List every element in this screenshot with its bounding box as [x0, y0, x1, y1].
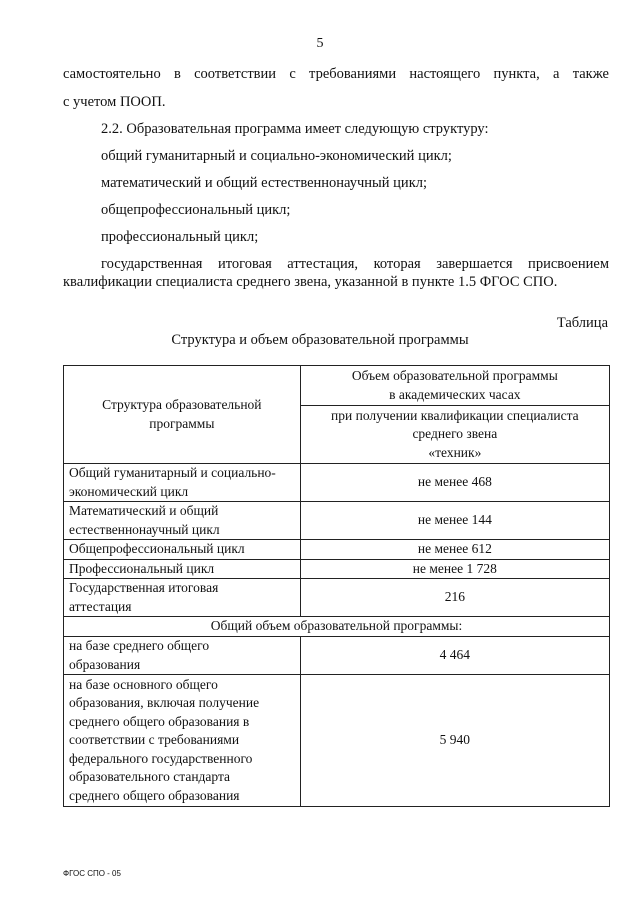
document-footer: ФГОС СПО - 05 [63, 869, 121, 878]
structure-intro: 2.2. Образовательная программа имеет следующую структуру: [101, 121, 489, 137]
total-header-row [64, 617, 610, 637]
hours-cell: 4 464 [300, 637, 609, 675]
structure-item: общий гуманитарный и социально-экономический цикл; [101, 148, 452, 164]
paragraph-line: квалификации специалиста среднего звена, указанной в пункте 1.5 ФГОС СПО. [63, 274, 558, 290]
table-row: Государственная итоговая аттестация 216 [64, 579, 610, 617]
table-row: на базе основного общего образования, включая получение среднего общего образования в соответствии с требованиями федерального государственного образовательного стандарта среднего общего образования 5 940 [64, 675, 610, 807]
paragraph-line: с учетом ПООП. [63, 94, 166, 110]
hours-cell: 216 [300, 579, 609, 617]
header-qualification-cell: при получении квалификации специалиста среднего звена «техник» [300, 406, 609, 464]
table-row: Общепрофессиональный цикл не менее 612 [64, 540, 610, 560]
table-label: Таблица [556, 315, 608, 331]
header-volume-cell: Объем образовательной программы в академических часах [300, 366, 609, 406]
hours-cell: 5 940 [300, 675, 609, 807]
hours-cell: не менее 612 [300, 540, 609, 560]
structure-item: математический и общий естественнонаучный цикл; [101, 175, 428, 191]
page-number: 5 [316, 36, 324, 51]
structure-item: общепрофессиональный цикл; [101, 202, 291, 218]
table-row: Математический и общий естественнонаучный цикл не менее 144 [64, 502, 610, 540]
table-title: Структура и объем образовательной программы [171, 332, 469, 348]
table-row: Общий гуманитарный и социально- экономический цикл не менее 468 [64, 464, 610, 502]
structure-item: государственная итоговая аттестация, которая завершается присвоением [101, 256, 609, 272]
hours-cell: не менее 144 [300, 502, 609, 540]
table-row: Профессиональный цикл не менее 1 728 [64, 559, 610, 579]
header-structure-cell: Структура образовательной программы [64, 366, 301, 464]
hours-cell: не менее 468 [300, 464, 609, 502]
structure-item: профессиональный цикл; [101, 229, 259, 245]
total-header: Общий объем образовательной программы: [64, 617, 610, 637]
table-row: на базе среднего общего образования 4 464 [64, 637, 610, 675]
paragraph-line: самостоятельно в соответствии с требованиями настоящего пункта, а также [63, 66, 609, 82]
program-structure-table [63, 365, 610, 807]
hours-cell: не менее 1 728 [300, 559, 609, 579]
